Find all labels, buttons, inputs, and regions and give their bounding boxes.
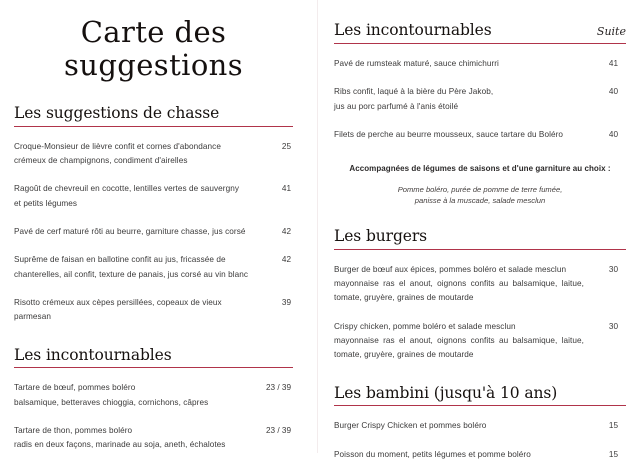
menu-item[interactable] bbox=[334, 419, 626, 433]
right-column bbox=[317, 0, 640, 459]
section-incontournables bbox=[14, 347, 293, 453]
menu-item-text bbox=[334, 128, 594, 142]
page-title: Carte des suggestions bbox=[63, 15, 244, 83]
menu-item-name: Risotto crémeux aux cèpes persillées, copeaux de vieux parmesan bbox=[14, 297, 222, 322]
menu-item[interactable] bbox=[334, 320, 626, 363]
section-title: Les bambini (jusqu'à 10 ans) bbox=[334, 383, 558, 402]
menu-item-name: Pavé de cerf maturé rôti au beurre, garniture chasse, jus corsé bbox=[14, 226, 246, 236]
menu-item-name: Burger Crispy Chicken et pommes boléro bbox=[334, 421, 487, 431]
section-items bbox=[14, 140, 293, 325]
section-suggestions-de-chasse bbox=[14, 105, 293, 325]
menu-item-description: crémeux de champignons, condiment d'airelles bbox=[14, 155, 188, 165]
section-title: Les incontournables bbox=[14, 345, 172, 364]
menu-item[interactable] bbox=[334, 448, 626, 462]
section-items bbox=[14, 381, 293, 452]
menu-item-text bbox=[14, 182, 261, 211]
menu-item-price: 39 bbox=[281, 297, 291, 307]
menu-item[interactable] bbox=[334, 85, 626, 114]
menu-item[interactable] bbox=[334, 263, 626, 306]
menu-item[interactable] bbox=[334, 128, 626, 142]
menu-item-name: Filets de perche au beurre mousseux, sauce tartare du Boléro bbox=[334, 129, 564, 139]
menu-item-description: mayonnaise ras el anout, oignons confits au balsamique, laitue, tomate, gruyère, graines de moutarde bbox=[334, 278, 584, 303]
menu-item-price: 23 / 39 bbox=[265, 383, 291, 393]
garniture-note-heading: Accompagnées de légumes de saisons et d'une garniture au choix : bbox=[349, 164, 611, 174]
menu-item[interactable] bbox=[14, 182, 293, 211]
menu-item-name: Tartare de bœuf, pommes boléro bbox=[14, 383, 136, 393]
section-heading bbox=[334, 228, 626, 250]
menu-item-text bbox=[334, 263, 594, 306]
left-column bbox=[0, 0, 317, 453]
menu-item-text bbox=[14, 225, 261, 239]
menu-item-price: 30 bbox=[608, 264, 618, 274]
section-items bbox=[334, 419, 626, 462]
menu-item-name: Poisson du moment, petits légumes et pomme boléro bbox=[334, 449, 531, 459]
menu-item-text bbox=[14, 140, 261, 169]
section-title: Les suggestions de chasse bbox=[14, 103, 220, 122]
menu-item-price: 41 bbox=[281, 184, 291, 194]
menu-item-description: jus au porc parfumé à l'anis étoilé bbox=[334, 101, 459, 111]
menu-item-text bbox=[334, 85, 594, 114]
menu-item-text bbox=[334, 320, 594, 363]
section-heading bbox=[14, 105, 293, 127]
section-continuation-label: Suite bbox=[596, 25, 626, 38]
menu-item-price: 15 bbox=[608, 449, 618, 459]
menu-item-name: Tartare de thon, pommes boléro bbox=[14, 426, 133, 436]
garniture-note bbox=[334, 162, 626, 206]
section-title: Les incontournables bbox=[334, 21, 492, 39]
menu-item-price: 41 bbox=[608, 58, 618, 68]
menu-item[interactable] bbox=[14, 424, 293, 453]
menu-item-description: mayonnaise ras el anout, oignons confits au balsamique, laitue, tomate, gruyère, graines de moutarde bbox=[334, 335, 584, 360]
menu-item-text bbox=[14, 424, 261, 453]
menu-item-price: 40 bbox=[608, 87, 618, 97]
menu-item-description: et petits légumes bbox=[14, 198, 78, 208]
section-heading bbox=[14, 347, 293, 369]
menu-item-price: 42 bbox=[281, 255, 291, 265]
menu-item-price: 23 / 39 bbox=[265, 426, 291, 436]
section-items bbox=[334, 263, 626, 363]
menu-item-text bbox=[334, 419, 594, 433]
section-bambini bbox=[334, 385, 626, 462]
menu-item-text bbox=[334, 448, 594, 462]
menu-item-price: 15 bbox=[608, 421, 618, 431]
menu-item-price: 42 bbox=[281, 226, 291, 236]
menu-item-text bbox=[14, 296, 261, 325]
menu-item-name: Suprême de faisan en ballotine confit au jus, fricassée de bbox=[14, 255, 226, 265]
section-title: Les burgers bbox=[334, 226, 428, 245]
menu-item[interactable] bbox=[14, 225, 293, 239]
menu-item-name: Pavé de rumsteak maturé, sauce chimichurri bbox=[334, 58, 499, 68]
menu-item-name: Ribs confit, laqué à la bière du Père Jakob, bbox=[334, 87, 494, 97]
section-heading bbox=[334, 385, 626, 407]
menu-item[interactable] bbox=[334, 57, 626, 71]
menu-item-text bbox=[14, 381, 261, 410]
menu-item-price: 30 bbox=[608, 321, 618, 331]
garniture-option-line-1: Pomme boléro, purée de pomme de terre fumée, bbox=[397, 184, 563, 194]
menu-item-description: balsamique, betteraves chioggia, cornichons, câpres bbox=[14, 397, 209, 407]
menu-item[interactable] bbox=[14, 296, 293, 325]
menu-item-name: Croque-Monsieur de lièvre confit et cornes d'abondance bbox=[14, 141, 221, 151]
section-heading bbox=[334, 22, 626, 44]
menu-item-description: chanterelles, ail confit, texture de panais, jus corsé au vin blanc bbox=[14, 269, 249, 279]
section-burgers bbox=[334, 228, 626, 363]
section-incontournables-suite bbox=[334, 22, 626, 142]
garniture-option-line-2: panisse à la muscade, salade mesclun bbox=[414, 195, 546, 205]
menu-item-text bbox=[334, 57, 594, 71]
section-items bbox=[334, 57, 626, 142]
menu-item[interactable] bbox=[14, 381, 293, 410]
menu-item[interactable] bbox=[14, 253, 293, 282]
menu-item[interactable] bbox=[14, 140, 293, 169]
menu-item-description: radis en deux façons, marinade au soja, aneth, échalotes bbox=[14, 440, 226, 450]
menu-item-name: Ragoût de chevreuil en cocotte, lentilles vertes de sauvergny bbox=[14, 184, 240, 194]
menu-item-text bbox=[14, 253, 261, 282]
menu-item-name: Burger de bœuf aux épices, pommes boléro et salade mesclun bbox=[334, 264, 567, 274]
menu-item-price: 40 bbox=[608, 129, 618, 139]
menu-item-price: 25 bbox=[281, 141, 291, 151]
garniture-note-options bbox=[334, 184, 626, 206]
menu-item-name: Crispy chicken, pomme boléro et salade mesclun bbox=[334, 321, 516, 331]
